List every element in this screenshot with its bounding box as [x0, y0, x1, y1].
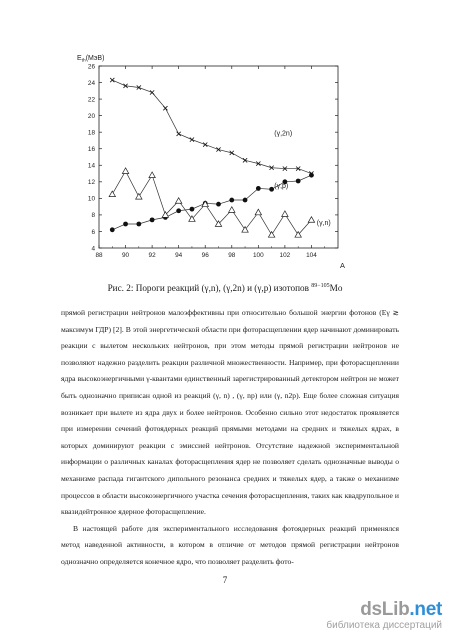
x-tick-label: 92 — [148, 252, 156, 259]
label-gn: (γ,n) — [316, 219, 331, 227]
x-tick-label: 100 — [252, 252, 264, 259]
data-point-gp — [243, 198, 248, 203]
x-tick-label: 102 — [279, 252, 291, 259]
data-point-gp — [296, 179, 301, 184]
body-text — [61, 305, 399, 571]
watermark — [326, 600, 442, 631]
data-point-gn — [149, 172, 155, 178]
y-tick-label: 12 — [87, 179, 95, 187]
x-tick-label: 88 — [95, 252, 103, 259]
data-point-gn — [122, 168, 128, 174]
data-point-gn — [136, 194, 142, 200]
paragraph-1: прямой регистрации нейтронов малоэффективны при относительно большой энергии фотонов (Eγ ≳ максимум ГДР) [2]. В этой энергетической области при фоторасщеплении ядер начинают доминировать реакции с вылетом нескольких нейтронов, при этом методы прямой регистрации нейтронов не позволяют надежно разделить реакции различной множественности. Например, при фоторасщеплении ядра высокоэнергичными γ-квантами единственный зарегистрированный детектором нейтрон не может быть однозначно приписан одной из реакций (γ, n) , (γ, np) или (γ, n2p). Еще более сложная ситуация возникает при вылете из ядра двух и более нейтронов. Особенно сильно этот недостаток проявляется при измерении сечений фотоядерных реакций прямыми методами на средних и тяжелых ядрах, в которых доминируют реакции с эмиссией нейтронов. Отсутствие надежной экспериментальной информации о различных каналах фоторасщепления ядер не позволяет сделать однозначные выводы о механизме распада гигантского дипольного резонанса средних и тяжелых ядер, а также о механизме процессов в области высокоэнергичного участка сечения фоторасщепления, таких как квадрупольное и квазидейтронное ядерное фоторасщепление. — [61, 308, 399, 517]
data-point-g2n — [110, 78, 114, 82]
x-axis-label: A — [340, 261, 345, 270]
data-point-g2n — [203, 142, 207, 146]
watermark-subtitle: библиотека диссертаций — [326, 620, 442, 631]
data-point-g2n — [150, 90, 154, 94]
threshold-chart — [0, 0, 450, 280]
y-tick-label: 22 — [87, 96, 95, 104]
data-point-gn — [109, 191, 115, 197]
paragraph-2: В настоящей работе для экспериментального исследования фотоядерных реакций применялся метод наведенной активности, в котором в отличие от методов прямой регистрации нейтронов однозначно определяется конечное ядро, что позволяет разделить фото- — [61, 523, 399, 566]
page-number: 7 — [222, 575, 228, 585]
y-tick-label: 18 — [87, 129, 95, 137]
y-tick-label: 24 — [87, 79, 95, 87]
chart-ticks — [88, 63, 338, 259]
data-point-gp — [176, 208, 181, 213]
y-axis-label: $E_{th}(MэВ)$ — [77, 55, 105, 64]
watermark-logo: dsLib.net — [360, 599, 442, 620]
y-tick-label: 6 — [91, 228, 95, 236]
x-tick-label: 96 — [201, 252, 209, 259]
label-g2n: (γ,2n) — [274, 130, 293, 138]
chart-labels — [77, 55, 345, 270]
data-point-g2n — [216, 147, 220, 151]
y-tick-label: 14 — [87, 162, 95, 170]
data-point-gn — [268, 232, 274, 238]
data-point-gp — [110, 227, 115, 232]
y-tick-label: 20 — [87, 112, 95, 120]
caption-element: Mo — [329, 283, 343, 294]
data-point-g2n — [190, 138, 194, 142]
y-tick-label: 4 — [91, 245, 95, 253]
y-tick-label: 8 — [91, 212, 95, 220]
data-point-gn — [308, 217, 314, 223]
data-point-g2n — [177, 132, 181, 136]
x-tick-label: 94 — [175, 252, 183, 259]
x-tick-label: 104 — [306, 252, 317, 259]
series-line-2 — [112, 171, 311, 235]
y-tick-label: 26 — [87, 63, 95, 71]
data-point-gn — [282, 211, 288, 217]
data-point-gp — [136, 222, 141, 227]
data-point-g2n — [256, 162, 260, 166]
data-point-gn — [255, 209, 261, 215]
data-point-g2n — [163, 106, 167, 110]
series-line-0 — [112, 80, 311, 173]
data-point-gp — [216, 202, 221, 207]
x-tick-label: 90 — [122, 252, 130, 259]
data-point-g2n — [230, 151, 234, 155]
data-point-g2n — [243, 158, 247, 162]
chart-series — [109, 78, 315, 237]
data-point-gp — [190, 207, 195, 212]
x-tick-label: 98 — [228, 252, 236, 259]
data-point-gp — [256, 186, 261, 191]
label-gp: (γ,p) — [274, 183, 289, 191]
data-point-gp — [150, 217, 155, 222]
data-point-gp — [123, 222, 128, 227]
y-tick-label: 16 — [87, 146, 95, 154]
figure-caption — [0, 283, 450, 293]
caption-text: Рис. 2: Пороги реакций (γ,n), (γ,2n) и (γ,p) изотопов — [107, 283, 312, 294]
data-point-gp — [309, 173, 314, 178]
data-point-gn — [229, 207, 235, 213]
data-point-gn — [175, 198, 181, 204]
y-tick-label: 10 — [87, 195, 95, 203]
data-point-gp — [229, 198, 234, 203]
caption-mass-range: 89−105 — [311, 283, 330, 289]
